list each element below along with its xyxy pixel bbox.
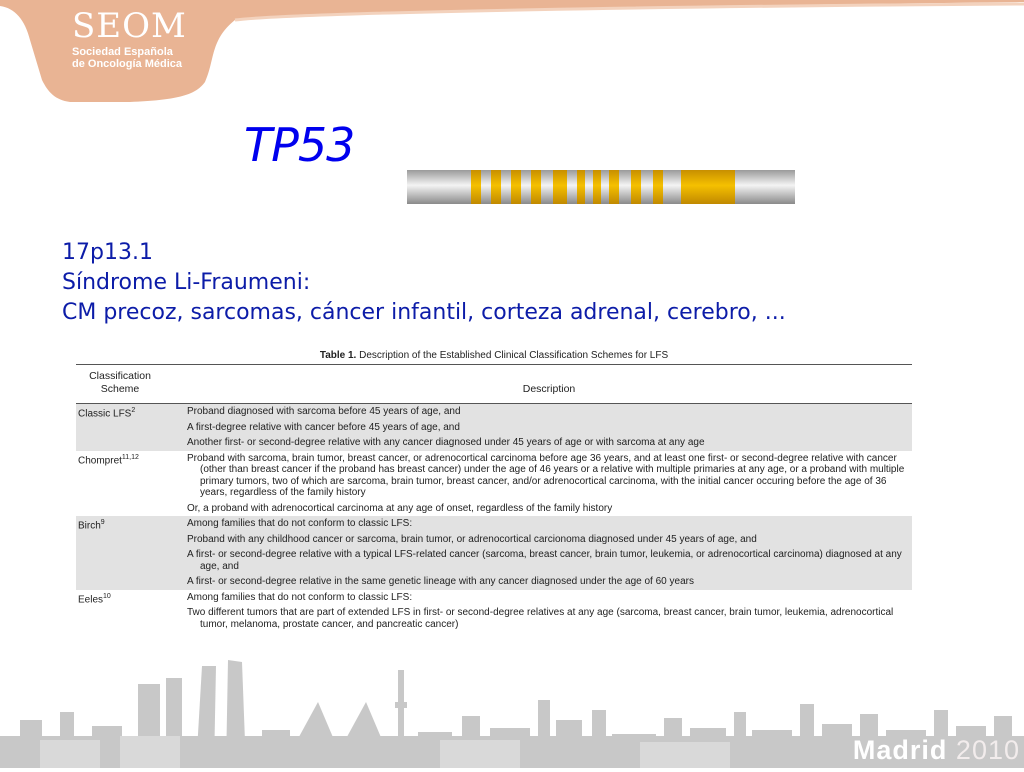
table-header [76,364,912,404]
scheme-ref: 11,12 [121,453,139,461]
chromosome-ideogram [407,170,795,204]
table-row: Proband with sarcoma, brain tumor, breast cancer, or adrenocortical carcinoma before age 36 years, and at least one first- or second-degree relative with cancer (other than breast cancer if the proband has breast cancer) under the age of 46 years or a relative with multiple primaries at any age, or a proband with multiple primary tumors, two of which are sarcoma, brain tumor, breast cancer, and/or adrenocortical carcinoma, with the initial cancer occuring before the age of 36 years, regardless of the family history [187,452,905,498]
table-row: Among families that do not conform to classic LFS: [187,518,413,529]
column-header-description: Description [522,383,576,395]
table-row: A first- or second-degree relative with a typical LFS-related cancer (sarcoma, breast cancer, brain tumor, leukemia, or adrenocortical carcinoma) diagnosed at any age, and [187,549,902,572]
seom-logo [72,6,187,70]
scheme-name [78,407,135,419]
slide-title: TP53 [244,118,355,172]
footer-city: Madrid [852,735,948,765]
intro-text [62,238,786,328]
scheme-label: Chompret [78,454,122,466]
table-caption-text: Description of the Established Clinical Classification Schemes for LFS [356,350,669,361]
table-caption-label: Table 1. [319,350,357,361]
table-group-chompret [76,451,912,517]
scheme-ref: 9 [100,519,105,526]
scheme-label: Birch [78,520,101,532]
table-row: A first-degree relative with cancer before 45 years of age, and [187,421,460,433]
syndrome-line: Síndrome Li-Fraumeni: [62,270,311,295]
table-row: A first- or second-degree relative in the same genetic lineage with any cancer diagnosed under the age of 60 years [187,576,694,587]
table-row: Proband with any childhood cancer or sarcoma, brain tumor, or adrenocortical carcionoma diagnosed under 45 years of age, and [187,533,757,545]
table-caption [76,348,912,364]
table-row: Proband diagnosed with sarcoma before 45 years of age, and [187,406,461,417]
table-row: Two different tumors that are part of extended LFS in first- or second-degree relatives at any age (sarcoma, breast cancer, brain tumor, leukemia, adrenocortical tumor, melanoma, prostate cancer, and pancreatic cancer) [187,607,894,630]
table-row: Among families that do not conform to classic LFS: [187,591,413,603]
footer-madrid [853,735,1020,766]
scheme-name [78,519,105,531]
scheme-ref: 10 [103,592,111,600]
column-header-scheme: Classification Scheme [89,370,151,395]
table-group-classic [76,404,912,451]
logo-line-1: Sociedad Española [72,46,173,58]
scheme-label: Classic LFS [78,408,132,420]
header-logo-band [0,0,1024,110]
table-group-birch [76,516,912,590]
logo-line-2: de Oncología Médica [72,58,183,70]
table-row: Or, a proband with adrenocortical carcinoma at any age of onset, regardless of the family history [187,502,613,514]
footer-year: 2010 [955,735,1020,765]
cancers-line: CM precoz, sarcomas, cáncer infantil, corteza adrenal, cerebro, ... [62,300,786,325]
logo-name: SEOM [72,6,187,46]
scheme-label: Eeles [78,593,104,605]
lfs-classification-table [76,348,912,632]
locus-line: 17p13.1 [62,240,153,265]
scheme-name [78,454,139,466]
table-row: Another first- or second-degree relative with any cancer diagnosed under 45 years of age or with sarcoma at any age [187,437,705,448]
table-group-eeles [76,590,912,633]
scheme-name [78,593,111,605]
scheme-ref: 2 [131,407,136,414]
madrid-skyline [0,640,1024,768]
